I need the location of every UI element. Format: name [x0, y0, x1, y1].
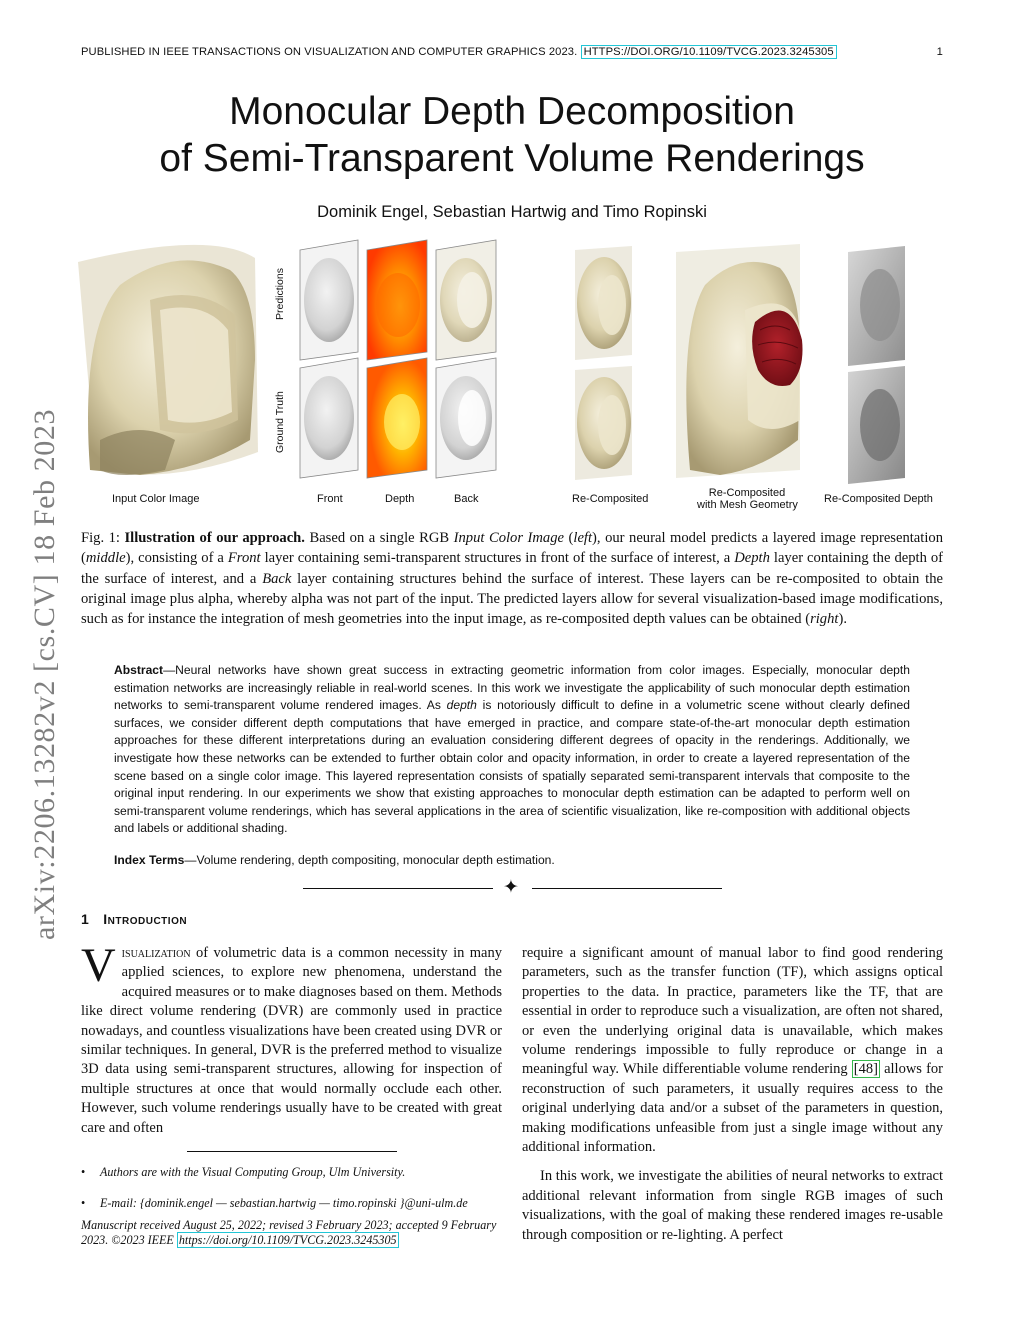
recomposited-with-mesh: [676, 244, 803, 478]
bullet-icon: •: [81, 1196, 86, 1210]
section-title: Introduction: [103, 911, 188, 927]
email-text: E-mail: {dominik.engel — sebastian.hartwig — timo.ropinski }@uni-ulm.de: [100, 1196, 468, 1210]
section-number: 1: [81, 911, 90, 927]
index-terms-text: —Volume rendering, depth compositing, monocular depth estimation.: [184, 853, 555, 867]
caption-text: Based on a single RGB: [304, 530, 454, 546]
dropcap: V: [81, 939, 116, 992]
footnote-rule: [187, 1151, 397, 1152]
input-color-image: [78, 245, 258, 475]
prediction-back-layer: [436, 240, 496, 360]
intro-right-column: [522, 944, 943, 1245]
label-back: Back: [454, 493, 479, 505]
footnote-manuscript: [81, 1218, 502, 1248]
label-recomposited-mesh: [697, 487, 797, 511]
label-recomposited: Re-Composited: [572, 493, 649, 505]
abstract-text: —Neural networks have shown great success in extracting geometric information from color images. Especially, monocular depth estimation networks are increasingly reliable in real-world scenes. In this work we investigate the applicability of such monocular depth estimation networks to semi-transparent volume rendered images. As: [114, 663, 910, 713]
affiliation-text: Authors are with the Visual Computing Group, Ulm University.: [100, 1165, 406, 1179]
label-front: Front: [317, 493, 343, 505]
caption-italic: Depth: [734, 550, 770, 567]
running-head-text: PUBLISHED IN IEEE TRANSACTIONS ON VISUALIZATION AND COMPUTER GRAPHICS 2023.: [81, 46, 578, 58]
footnote-affiliation: [81, 1165, 502, 1180]
caption-italic: left: [573, 530, 593, 546]
teaser-figure: [0, 0, 1024, 520]
footnote-email: [81, 1196, 502, 1211]
label-mesh-line-1: Re-Composited: [708, 487, 786, 499]
row-label-predictions: Predictions: [274, 268, 286, 320]
caption-italic: middle: [85, 550, 126, 567]
intro-left-column: [81, 939, 502, 1138]
groundtruth-back-layer: [436, 358, 496, 478]
index-terms: [114, 853, 910, 867]
citation-link[interactable]: [48]: [853, 1061, 878, 1078]
caption-text: ), our neural model predicts a layered image representation (: [81, 530, 943, 567]
index-terms-label: Index Terms: [114, 853, 185, 867]
caption-italic: right: [810, 611, 839, 628]
author-list: Dominik Engel, Sebastian Hartwig and Timo Ropinski: [317, 203, 707, 221]
caption-text: ), consisting of a: [125, 550, 228, 567]
caption-italic: Back: [262, 570, 292, 587]
caption-bold-title: Illustration of our approach.: [124, 530, 305, 546]
prediction-depth-layer: [367, 240, 427, 360]
abstract-label: Abstract: [114, 663, 164, 677]
caption-prefix: Fig. 1:: [81, 530, 125, 546]
label-input-color-image: Input Color Image: [112, 493, 200, 505]
label-depth: Depth: [385, 493, 415, 505]
left-column-text: of volumetric data is a common necessity in many applied sciences, to explore new phenomena, understand the acquired measures or to make diagnoses based on them. Methods like direct volume rendering (DVR) are commonly used in practice nowadays, and countless visualizations have been created using DVR or similar techniques. In general, DVR is the preferred method to visualize 3D data using semi-transparent structures, allowing for inspection of multiple structures at once that would normally occlude each other. However, such volume renderings usually have to be created with great care and often: [81, 945, 502, 1136]
bullet-icon: •: [81, 1165, 86, 1179]
right-paragraph-1: [522, 944, 943, 1157]
caption-text: layer containing structures behind the surface of interest. These layers can be re-composited to obtain the original image plus alpha, whereby alpha was not part of the input. The predicted layers allow for several visualization-based image modifications, such as for instance the integration of mesh geometries into the input image, as re-composited depth values can be obtained (: [81, 570, 943, 628]
title-line-1: Monocular Depth Decomposition: [229, 90, 795, 133]
row-label-ground-truth: Ground Truth: [274, 391, 286, 453]
caption-italic: Front: [227, 550, 261, 567]
label-mesh-line-2: with Mesh Geometry: [697, 499, 798, 511]
arxiv-stamp: arXiv:2206.13282v2 [cs.CV] 18 Feb 2023: [28, 408, 61, 940]
caption-text: layer containing the depth of the surface of interest, and a: [81, 550, 944, 587]
recomposited-depth-prediction: [848, 246, 905, 366]
smallcaps-word: isualization: [121, 945, 191, 961]
recomposited-prediction: [575, 246, 632, 360]
right-text: require a significant amount of manual labor to find good rendering parameters, such as the transfer function (TF), which assigns optical properties to the data. In practice, parameters like the TF, that are essential in order to reproduce such a visualization, are often not shared, or even the underlying original data is unavailable, which makes volume renderings impossible to fully reproduce or change in a meaningful way. While differentiable volume rendering: [522, 945, 943, 1078]
footnote-doi-link[interactable]: https://doi.org/10.1109/TVCG.2023.3245305: [178, 1233, 397, 1247]
caption-text: layer containing semi-transparent structures in front of the surface of interest, a: [260, 550, 735, 567]
figure-caption: [81, 528, 943, 629]
prediction-front-layer: [300, 240, 358, 360]
right-paragraph-2: In this work, we investigate the abilities of neural networks to extract additional relevant information from single RGB images of such visualizations, with the goal of making these rendered images re-usable through composition or re-lighting. A perfect: [522, 1168, 943, 1243]
caption-text: ).: [838, 611, 847, 628]
groundtruth-depth-layer: [367, 358, 427, 478]
divider-rule-right: [532, 888, 722, 889]
abstract-emphasis: depth: [446, 698, 477, 713]
section-heading: [81, 911, 187, 927]
section-divider: [303, 876, 723, 899]
figure-illustrations: [0, 0, 1024, 520]
divider-star-icon: ✦: [503, 876, 519, 898]
divider-rule-left: [303, 888, 493, 889]
caption-italic: Input Color Image: [453, 530, 565, 546]
right-text: allows for reconstruction of such parameters, it usually requires access to the original underlying data and/or a subset of the parameters in question, making modifications unfeasible from just a single image without any additional information.: [522, 1061, 943, 1156]
abstract: [114, 662, 910, 838]
caption-text: (: [564, 530, 574, 546]
recomposited-groundtruth: [575, 366, 632, 480]
recomposited-depth-groundtruth: [848, 366, 905, 484]
manuscript-text: Manuscript received August 25, 2022; revised 3 February 2023; accepted 9 February 2023. ©2023 IEEE: [81, 1218, 497, 1247]
groundtruth-front-layer: [300, 358, 358, 478]
header-doi-link[interactable]: HTTPS://DOI.ORG/10.1109/TVCG.2023.3245305: [581, 45, 837, 59]
title-line-2: of Semi-Transparent Volume Renderings: [159, 137, 865, 180]
abstract-text: is notoriously difficult to define in a volumetric scene without clearly defined surfaces, we consider different depth computations that have emerged in practice, and compare state-of-the-art monocular depth estimation approaches for these different interpretations during an evaluation considering different degrees of opacity in the renderings. Additionally, we investigate how these networks can be extended to further obtain color and opacity information, in order to create a layered representation of the scene based on a single color image. This layered representation consists of spatially separated semi-transparent intervals that composite to the original input rendering. In our experiments we show that existing approaches to monocular depth estimation can be adapted to perform well on semi-transparent volume renderings, which has several applications in the area of scientific visualization, like re-composition with additional objects and labels or additional shading.: [114, 698, 910, 836]
label-recomposited-depth: Re-Composited Depth: [824, 493, 933, 505]
page-number: 1: [936, 46, 943, 58]
